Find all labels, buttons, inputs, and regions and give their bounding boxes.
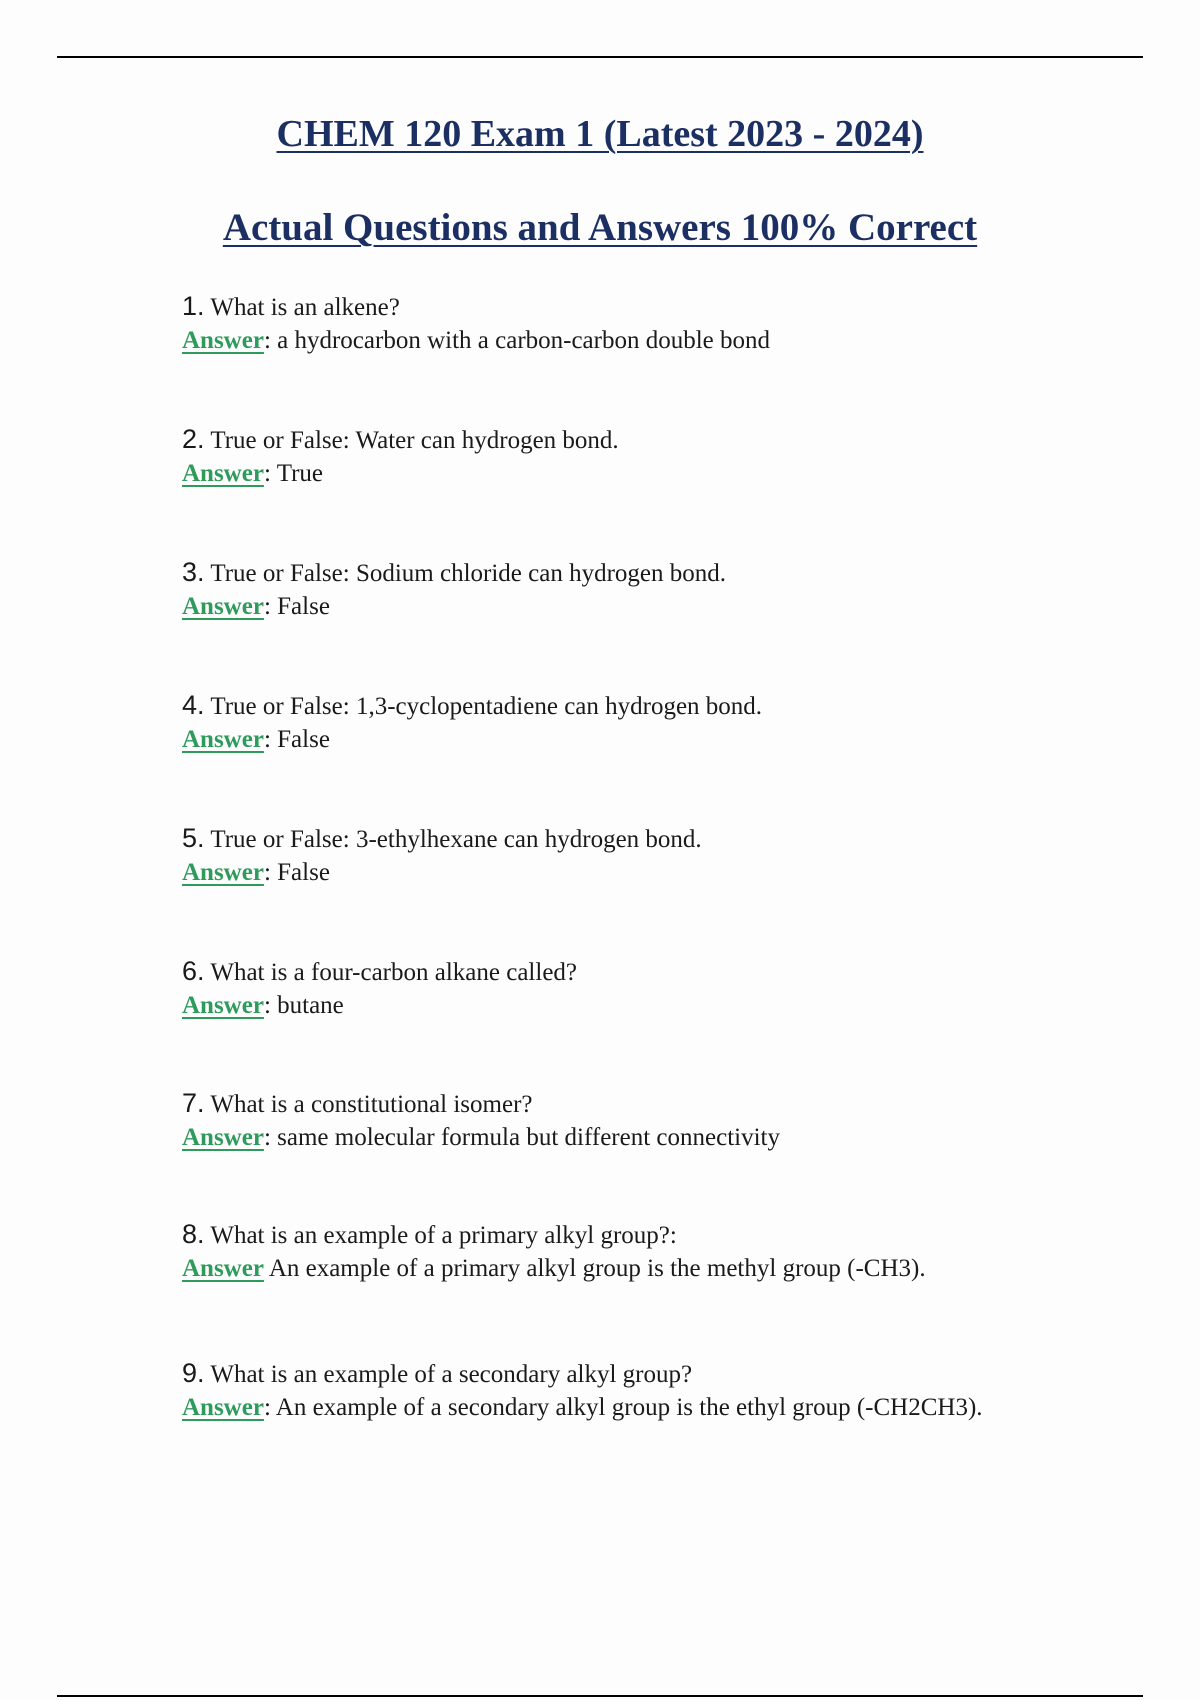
question-number: 4. — [182, 690, 205, 720]
question-text: What is a four-carbon alkane called? — [210, 959, 578, 986]
question-text: True or False: 1,3-cyclopentadiene can hydrogen bond. — [210, 693, 763, 720]
answer-line — [182, 989, 1142, 1022]
answer-label: Answer — [182, 1124, 264, 1151]
question-line — [182, 955, 1142, 989]
question-line — [182, 822, 1142, 856]
question-text: What is an example of a primary alkyl group?: — [210, 1222, 677, 1249]
document-title: CHEM 120 Exam 1 (Latest 2023 - 2024) — [276, 113, 924, 155]
answer-label: Answer — [182, 593, 264, 620]
qa-item-2 — [182, 423, 1142, 490]
question-line — [182, 556, 1142, 590]
answer-separator: : — [263, 327, 271, 354]
question-text: What is a constitutional isomer? — [210, 1091, 533, 1118]
question-number: 6. — [182, 956, 205, 986]
answer-label: Answer — [182, 859, 264, 886]
answer-line — [182, 1121, 1142, 1154]
answer-text: False — [277, 726, 330, 753]
answer-text: a hydrocarbon with a carbon-carbon double bond — [277, 327, 771, 354]
answer-separator: : — [263, 992, 271, 1019]
answer-line — [182, 590, 1142, 623]
answer-line — [182, 723, 1142, 756]
qa-item-5 — [182, 822, 1142, 889]
qa-item-7 — [182, 1087, 1142, 1154]
document-subtitle: Actual Questions and Answers 100% Correct — [222, 206, 978, 249]
answer-label: Answer — [182, 327, 264, 354]
question-line — [182, 689, 1142, 723]
question-number: 3. — [182, 557, 205, 587]
answer-text: same molecular formula but different connectivity — [277, 1124, 780, 1151]
qa-item-4 — [182, 689, 1142, 756]
answer-line — [182, 1391, 1142, 1424]
answer-label: Answer — [182, 726, 264, 753]
question-number: 5. — [182, 823, 205, 853]
question-line — [182, 1087, 1142, 1121]
answer-separator: : — [263, 460, 271, 487]
answer-label: Answer — [182, 460, 264, 487]
qa-item-3 — [182, 556, 1142, 623]
question-text: True or False: 3-ethylhexane can hydrogen bond. — [210, 826, 702, 853]
question-number: 7. — [182, 1088, 205, 1118]
question-text: True or False: Sodium chloride can hydrogen bond. — [210, 560, 727, 587]
answer-line — [182, 1252, 1142, 1285]
answer-line — [182, 457, 1142, 490]
answer-line — [182, 324, 1142, 357]
question-text: True or False: Water can hydrogen bond. — [210, 427, 619, 454]
qa-item-6 — [182, 955, 1142, 1022]
question-line — [182, 1218, 1142, 1252]
question-text: What is an example of a secondary alkyl group? — [210, 1361, 693, 1388]
answer-text: An example of a primary alkyl group is the methyl group (-CH3). — [268, 1255, 926, 1282]
question-line — [182, 423, 1142, 457]
answer-separator: : — [263, 1124, 271, 1151]
answer-line — [182, 856, 1142, 889]
answer-text: An example of a secondary alkyl group is the ethyl group (-CH2CH3). — [275, 1394, 983, 1421]
question-number: 9. — [182, 1358, 205, 1388]
answer-text: True — [276, 460, 324, 487]
answer-text: False — [277, 859, 330, 886]
qa-item-8 — [182, 1218, 1142, 1285]
question-number: 1. — [182, 291, 205, 321]
question-number: 2. — [182, 424, 205, 454]
question-line — [182, 1357, 1142, 1391]
top-divider — [57, 56, 1143, 58]
answer-separator: : — [263, 1394, 271, 1421]
bottom-divider — [57, 1695, 1143, 1697]
answer-text: butane — [277, 992, 344, 1019]
question-number: 8. — [182, 1219, 205, 1249]
answer-label: Answer — [182, 992, 264, 1019]
answer-text: False — [277, 593, 330, 620]
answer-separator: : — [263, 859, 271, 886]
qa-item-9 — [182, 1357, 1142, 1424]
question-line — [182, 290, 1142, 324]
answer-label: Answer — [182, 1255, 264, 1282]
qa-item-1 — [182, 290, 1142, 357]
answer-separator: : — [263, 726, 271, 753]
answer-label: Answer — [182, 1394, 264, 1421]
answer-separator: : — [263, 593, 271, 620]
question-text: What is an alkene? — [210, 294, 400, 321]
